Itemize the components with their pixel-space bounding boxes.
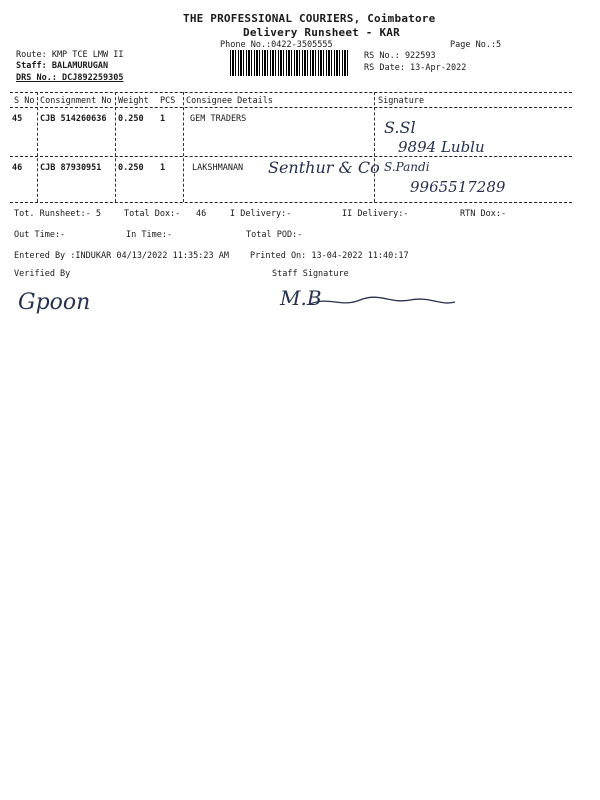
- row-weight: 0.250: [118, 114, 144, 124]
- total-dox-label: Total Dox:-: [124, 209, 181, 219]
- row-signature-phone: 9894 Lublu: [398, 138, 485, 156]
- row-sno: 45: [12, 114, 23, 124]
- rs-date: RS Date: 13-Apr-2022: [364, 63, 467, 73]
- table-top-rule: [10, 92, 572, 93]
- rtn-dox: RTN Dox:-: [460, 209, 507, 219]
- table-bottom-rule: [10, 202, 572, 203]
- staff-handwritten-signature: M.B: [280, 286, 322, 310]
- verified-by-label: Verified By: [14, 269, 71, 279]
- out-time: Out Time:-: [14, 230, 66, 240]
- column-header-consignee: Consignee Details: [186, 96, 273, 106]
- staff-signature-label: Staff Signature: [272, 269, 349, 279]
- column-header-signature: Signature: [378, 96, 425, 106]
- page-number: Page No.:5: [450, 40, 502, 50]
- staff-name: Staff: BALAMURUGAN: [16, 61, 109, 71]
- row-separator: [10, 156, 572, 157]
- verified-signature: Gpoon: [18, 290, 91, 315]
- total-dox-value: 46: [196, 209, 207, 219]
- i-delivery: I Delivery:-: [230, 209, 292, 219]
- column-header-pcs: PCS: [160, 96, 176, 106]
- row-consignment-no: CJB 514260636: [40, 114, 107, 124]
- printed-on: Printed On: 13-04-2022 11:40:17: [250, 251, 409, 261]
- row-pcs: 1: [160, 163, 166, 173]
- row-handwritten-consignee: Senthur & Co: [268, 158, 380, 177]
- column-header-sno: S No: [14, 96, 35, 106]
- total-pod: Total POD:-: [246, 230, 303, 240]
- ii-delivery: II Delivery:-: [342, 209, 409, 219]
- drs-number: DRS No.: DCJ892259305: [16, 73, 124, 83]
- row-pcs: 1: [160, 114, 166, 124]
- column-divider: [37, 92, 38, 202]
- in-time: In Time:-: [126, 230, 173, 240]
- column-divider: [374, 92, 375, 202]
- row-weight: 0.250: [118, 163, 144, 173]
- column-divider: [183, 92, 184, 202]
- barcode-image: [230, 50, 348, 76]
- route: Route: KMP TCE LMW II: [16, 50, 124, 60]
- row-consignment-no: CJB 87930951: [40, 163, 102, 173]
- row-sno: 46: [12, 163, 23, 173]
- column-divider: [115, 92, 116, 202]
- table-header-rule: [10, 107, 572, 108]
- row-signature-phone: 9965517289: [410, 178, 506, 196]
- phone-number: Phone No.:0422-3505555: [220, 40, 333, 50]
- total-runsheet: Tot. Runsheet:- 5: [14, 209, 101, 219]
- company-name: THE PROFESSIONAL COURIERS, Coimbatore: [183, 12, 436, 25]
- column-header-consignment: Consignment No: [40, 96, 112, 106]
- row-signature-name: S.Sl: [384, 118, 416, 137]
- signature-stroke: [300, 286, 460, 316]
- rs-number: RS No.: 922593: [364, 51, 436, 61]
- entered-by: Entered By :INDUKAR 04/13/2022 11:35:23 AM: [14, 251, 229, 261]
- row-consignee: GEM TRADERS: [190, 114, 247, 124]
- row-signature-name: S.Pandi: [384, 160, 430, 174]
- row-consignee: LAKSHMANAN: [192, 163, 244, 173]
- document-title: Delivery Runsheet - KAR: [243, 26, 400, 39]
- column-header-weight: Weight: [118, 96, 149, 106]
